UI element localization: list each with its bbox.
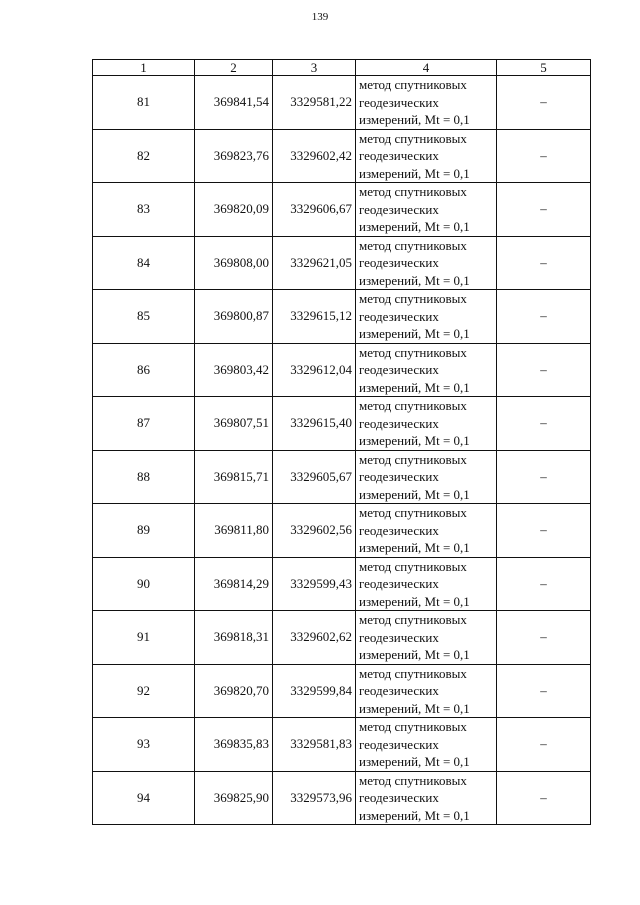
method-line: метод спутниковых: [359, 665, 467, 681]
table-row: [93, 236, 591, 290]
table-row: [93, 718, 591, 772]
column-header: 2: [195, 60, 273, 76]
empty-value-cell: –: [497, 771, 591, 825]
method-line: метод спутниковых: [359, 398, 467, 413]
y-coordinate-cell: 3329605,67: [273, 450, 356, 504]
method-line: геодезических: [359, 255, 439, 270]
x-coordinate-cell: 369818,31: [195, 611, 273, 665]
table-row: [93, 664, 591, 718]
x-coordinate-cell: 369825,90: [195, 771, 273, 825]
empty-value-cell: –: [497, 129, 591, 183]
empty-value-cell: –: [497, 664, 591, 718]
method-line: измерений, Mt = 0,1: [359, 754, 470, 769]
column-header: 1: [93, 60, 195, 76]
point-number-cell: 89: [93, 504, 195, 558]
method-line: геодезических: [359, 201, 439, 217]
y-coordinate-cell: 3329602,42: [273, 129, 356, 183]
method-line: измерений, Mt = 0,1: [359, 647, 470, 662]
method-cell: [356, 504, 497, 558]
x-coordinate-cell: 369800,87: [195, 290, 273, 344]
method-line: измерений, Mt = 0,1: [359, 807, 470, 823]
table-header-row: [93, 60, 591, 76]
point-number-cell: 90: [93, 557, 195, 611]
empty-value-cell: –: [497, 397, 591, 451]
method-line: геодезических: [359, 522, 439, 538]
method-line: геодезических: [359, 790, 439, 805]
method-cell: [356, 76, 497, 130]
method-line: метод спутниковых: [359, 451, 467, 467]
method-line: измерений, Mt = 0,1: [359, 219, 470, 234]
method-line: измерений, Mt = 0,1: [359, 379, 470, 395]
x-coordinate-cell: 369841,54: [195, 76, 273, 130]
point-number-cell: 94: [93, 771, 195, 825]
empty-value-cell: –: [497, 557, 591, 611]
table-row: [93, 557, 591, 611]
method-line: метод спутниковых: [359, 612, 467, 627]
method-line: геодезических: [359, 469, 439, 484]
method-line: измерений, Mt = 0,1: [359, 593, 470, 609]
empty-value-cell: –: [497, 343, 591, 397]
table-row: [93, 183, 591, 237]
method-line: измерений, Mt = 0,1: [359, 112, 470, 127]
method-cell: [356, 771, 497, 825]
method-line: измерений, Mt = 0,1: [359, 165, 470, 181]
coordinates-table: [92, 59, 591, 825]
column-header: 5: [497, 60, 591, 76]
point-number-cell: 93: [93, 718, 195, 772]
x-coordinate-cell: 369820,09: [195, 183, 273, 237]
method-line: измерений, Mt = 0,1: [359, 272, 470, 288]
table-body: [93, 60, 591, 825]
method-line: геодезических: [359, 308, 439, 324]
point-number-cell: 85: [93, 290, 195, 344]
point-number-cell: 92: [93, 664, 195, 718]
y-coordinate-cell: 3329581,83: [273, 718, 356, 772]
method-line: измерений, Mt = 0,1: [359, 326, 470, 341]
x-coordinate-cell: 369808,00: [195, 236, 273, 290]
method-line: метод спутниковых: [359, 130, 467, 146]
x-coordinate-cell: 369814,29: [195, 557, 273, 611]
method-cell: [356, 129, 497, 183]
y-coordinate-cell: 3329602,56: [273, 504, 356, 558]
method-line: геодезических: [359, 683, 439, 698]
point-number-cell: 87: [93, 397, 195, 451]
y-coordinate-cell: 3329599,43: [273, 557, 356, 611]
x-coordinate-cell: 369820,70: [195, 664, 273, 718]
x-coordinate-cell: 369807,51: [195, 397, 273, 451]
y-coordinate-cell: 3329599,84: [273, 664, 356, 718]
table-row: [93, 76, 591, 130]
method-cell: [356, 718, 497, 772]
method-cell: [356, 183, 497, 237]
x-coordinate-cell: 369815,71: [195, 450, 273, 504]
method-line: метод спутниковых: [359, 291, 467, 306]
point-number-cell: 81: [93, 76, 195, 130]
point-number-cell: 82: [93, 129, 195, 183]
method-line: метод спутниковых: [359, 237, 467, 253]
method-cell: [356, 450, 497, 504]
method-line: геодезических: [359, 576, 439, 591]
method-line: геодезических: [359, 94, 439, 110]
method-line: метод спутниковых: [359, 184, 467, 199]
empty-value-cell: –: [497, 450, 591, 504]
method-line: измерений, Mt = 0,1: [359, 540, 470, 555]
method-cell: [356, 397, 497, 451]
empty-value-cell: –: [497, 611, 591, 665]
y-coordinate-cell: 3329581,22: [273, 76, 356, 130]
method-cell: [356, 557, 497, 611]
empty-value-cell: –: [497, 290, 591, 344]
empty-value-cell: –: [497, 183, 591, 237]
point-number-cell: 88: [93, 450, 195, 504]
empty-value-cell: –: [497, 76, 591, 130]
method-line: метод спутниковых: [359, 344, 467, 360]
y-coordinate-cell: 3329615,40: [273, 397, 356, 451]
x-coordinate-cell: 369803,42: [195, 343, 273, 397]
y-coordinate-cell: 3329612,04: [273, 343, 356, 397]
table-row: [93, 290, 591, 344]
method-cell: [356, 664, 497, 718]
y-coordinate-cell: 3329606,67: [273, 183, 356, 237]
method-cell: [356, 343, 497, 397]
method-line: метод спутниковых: [359, 772, 467, 788]
column-header: 3: [273, 60, 356, 76]
method-line: геодезических: [359, 415, 439, 431]
method-cell: [356, 290, 497, 344]
page-number: 139: [311, 11, 329, 23]
table-row: [93, 397, 591, 451]
y-coordinate-cell: 3329573,96: [273, 771, 356, 825]
point-number-cell: 84: [93, 236, 195, 290]
table-row: [93, 129, 591, 183]
empty-value-cell: –: [497, 504, 591, 558]
point-number-cell: 91: [93, 611, 195, 665]
table-row: [93, 450, 591, 504]
empty-value-cell: –: [497, 718, 591, 772]
table-row: [93, 343, 591, 397]
method-line: геодезических: [359, 362, 439, 377]
column-header: 4: [356, 60, 497, 76]
y-coordinate-cell: 3329602,62: [273, 611, 356, 665]
method-cell: [356, 236, 497, 290]
method-line: метод спутниковых: [359, 719, 467, 734]
method-line: метод спутниковых: [359, 505, 467, 520]
empty-value-cell: –: [497, 236, 591, 290]
method-line: метод спутниковых: [359, 558, 467, 574]
method-cell: [356, 611, 497, 665]
x-coordinate-cell: 369811,80: [195, 504, 273, 558]
table-row: [93, 504, 591, 558]
y-coordinate-cell: 3329621,05: [273, 236, 356, 290]
method-line: метод спутниковых: [359, 77, 467, 92]
method-line: геодезических: [359, 736, 439, 752]
method-line: геодезических: [359, 148, 439, 163]
point-number-cell: 86: [93, 343, 195, 397]
table-row: [93, 611, 591, 665]
table-row: [93, 771, 591, 825]
method-line: измерений, Mt = 0,1: [359, 700, 470, 716]
method-line: измерений, Mt = 0,1: [359, 433, 470, 448]
method-line: геодезических: [359, 629, 439, 645]
x-coordinate-cell: 369823,76: [195, 129, 273, 183]
method-line: измерений, Mt = 0,1: [359, 486, 470, 502]
y-coordinate-cell: 3329615,12: [273, 290, 356, 344]
point-number-cell: 83: [93, 183, 195, 237]
x-coordinate-cell: 369835,83: [195, 718, 273, 772]
